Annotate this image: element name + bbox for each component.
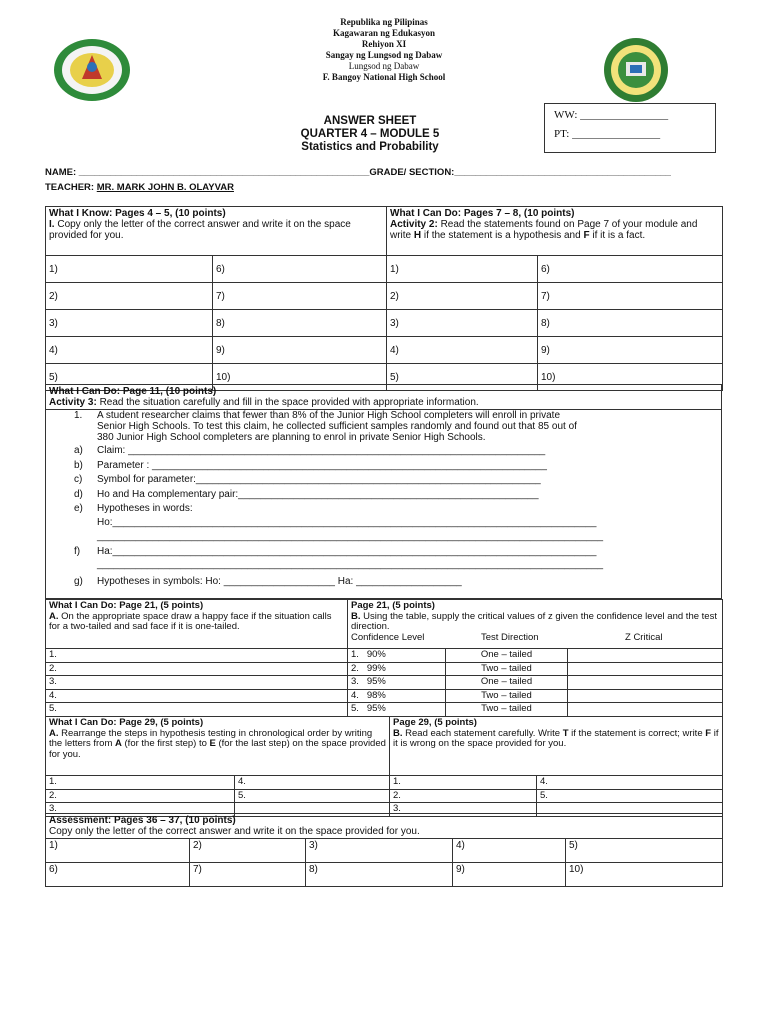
instruction-text: Using the table, supply the critical values of z given the confidence level and the test direction. (351, 610, 717, 632)
ha-words-field[interactable]: Ha:_______________________________________________________________________________________ (97, 546, 597, 557)
section-heading: What I Can Do: Page 21, (5 points) (49, 600, 204, 611)
instruction-text: Read the situation carefully and fill in the space provided with appropriate information. (96, 397, 479, 408)
section-heading: What I Can Do: Page 11, (10 points) (49, 386, 217, 397)
header-line: Rehiyon XI (361, 39, 407, 49)
answer-cell[interactable]: 10) (538, 364, 723, 391)
answer-cell[interactable]: 1. (46, 776, 235, 790)
section-assessment (45, 813, 723, 887)
z-critical-cell[interactable] (568, 689, 723, 703)
part-label: A. (49, 727, 59, 739)
part-label: Activity 2: (390, 219, 438, 230)
answer-cell[interactable]: 2) (190, 839, 306, 863)
section-page-29 (45, 716, 723, 817)
answer-cell[interactable]: 6) (538, 256, 723, 283)
confidence-level: 98% (366, 689, 386, 701)
letter-f: F (705, 727, 712, 739)
teacher-name: MR. MARK JOHN B. OLAYVAR (96, 182, 234, 193)
test-direction: Two – tailed (446, 662, 568, 676)
symbols-field[interactable]: Hypotheses in symbols: Ho: ____________________ Ha: ___________________ (97, 576, 462, 587)
confidence-level: 99% (366, 662, 386, 674)
answer-cell[interactable]: 6) (46, 863, 190, 887)
answer-cell[interactable]: 4. (537, 776, 723, 790)
face-cell[interactable]: 3. (46, 676, 348, 690)
part-label: B. (351, 610, 361, 622)
answer-cell[interactable]: 8) (306, 863, 453, 887)
answer-cell[interactable]: 7) (538, 283, 723, 310)
activity-3-question (46, 410, 722, 599)
pt-field[interactable]: PT: ________________ (554, 128, 661, 140)
instruction-text: Rearrange the steps in hypothesis testing in chronological order by writing the letters from (49, 727, 373, 749)
z-critical-cell[interactable] (568, 703, 723, 717)
header-line: Kagawaran ng Edukasyon (332, 28, 436, 38)
test-direction: One – tailed (446, 676, 568, 690)
item-key: g) (74, 576, 83, 587)
instruction-text: if it is a fact. (589, 230, 646, 241)
answer-cell[interactable]: 4) (387, 337, 538, 364)
answer-cell[interactable]: 9) (453, 863, 566, 887)
answer-cell[interactable]: 6) (213, 256, 387, 283)
activity-3-instructions (46, 385, 722, 410)
answer-cell[interactable]: 5. (235, 789, 390, 803)
title-line: QUARTER 4 – MODULE 5 (300, 128, 440, 140)
item-text: Hypotheses in words: (97, 503, 193, 514)
part-label: A. (49, 610, 59, 622)
answer-cell[interactable]: 3. (46, 803, 235, 817)
column-header: Test Direction (481, 631, 539, 643)
activity-2-instructions (387, 207, 723, 256)
answer-cell[interactable]: 3. (390, 803, 537, 817)
part-label: I. (49, 219, 55, 230)
face-cell[interactable]: 5. (46, 703, 348, 717)
answer-cell[interactable]: 5) (387, 364, 538, 391)
answer-cell[interactable]: 5. (537, 789, 723, 803)
school-seal-icon (596, 37, 676, 103)
answer-sheet-title (230, 115, 510, 154)
answer-cell[interactable]: 2) (387, 283, 538, 310)
answer-cell[interactable]: 3) (306, 839, 453, 863)
answer-cell[interactable]: 10) (213, 364, 387, 391)
answer-cell[interactable]: 3) (387, 310, 538, 337)
confidence-cell (348, 662, 446, 676)
instruction-text: (for the first step) to (121, 738, 210, 749)
instruction-text: if the statement is a hypothesis and (421, 230, 584, 241)
row-number: 4. (351, 689, 359, 701)
question-text: Senior High Schools. To test this claim, he collected sufficient samples randomly and found out that 85 out of (97, 421, 577, 432)
question-text: A student researcher claims that fewer than 8% of the Junior High School completers will enroll in private (97, 410, 561, 421)
answer-cell[interactable]: 4) (46, 337, 213, 364)
z-critical-cell[interactable] (568, 676, 723, 690)
question-text: 380 Junior High School completers are planning to enrol in private Senior High Schools. (97, 432, 486, 443)
teacher-label: TEACHER: (45, 182, 97, 193)
confidence-level: 95% (366, 703, 386, 714)
symbol-field[interactable]: Symbol for parameter:______________________________________________________________ (97, 474, 541, 485)
answer-cell[interactable]: 5) (46, 364, 213, 391)
parameter-field[interactable]: Parameter : _______________________________________________________________________ (97, 460, 547, 471)
answer-cell[interactable]: 1) (46, 256, 213, 283)
confidence-level: 90% (366, 649, 386, 660)
instruction-text: Copy only the letter of the correct answer and write it on the space provided for you. (49, 219, 351, 241)
instruction-text: if it is wrong on the space provided for you. (393, 727, 719, 749)
page-21-a-instructions (46, 600, 348, 649)
face-cell[interactable]: 4. (46, 689, 348, 703)
test-direction: One – tailed (446, 649, 568, 663)
item-key: d) (74, 489, 83, 500)
face-cell[interactable]: 1. (46, 649, 348, 663)
what-i-know-instructions (46, 207, 387, 256)
part-label: Activity 3: (49, 397, 97, 408)
row-number: 2. (351, 662, 359, 674)
letter-e: E (209, 738, 216, 749)
answer-cell[interactable]: 1. (390, 776, 537, 790)
test-direction: Two – tailed (446, 703, 568, 717)
answer-cell[interactable]: 3) (46, 310, 213, 337)
answer-cell[interactable]: 8) (213, 310, 387, 337)
claim-field[interactable]: Claim: ___________________________________________________________________________ (97, 445, 546, 456)
instruction-text: On the appropriate space draw a happy face if the situation calls for a two-tailed and sad face if it is one-tailed. (49, 610, 332, 632)
confidence-cell (348, 649, 446, 663)
instruction-text: if the statement is correct; write (568, 727, 706, 739)
answer-cell[interactable]: 5) (566, 839, 723, 863)
row-number: 1. (351, 649, 359, 660)
answer-cell[interactable]: 1) (46, 839, 190, 863)
section-page-21 (45, 599, 723, 717)
item-key: a) (74, 445, 83, 456)
teacher-line (45, 182, 234, 193)
answer-cell[interactable]: 7) (213, 283, 387, 310)
answer-cell[interactable]: 7) (190, 863, 306, 887)
column-header: Z Critical (625, 631, 663, 643)
page-29-a-instructions (46, 717, 390, 776)
answer-cell[interactable]: 4) (453, 839, 566, 863)
section-heading: What I Know: Pages 4 – 5, (10 points) (49, 208, 226, 219)
row-number: 3. (351, 676, 359, 687)
answer-cell[interactable]: 10) (566, 863, 723, 887)
section-what-i-know (45, 206, 723, 391)
title-line: ANSWER SHEET (323, 115, 417, 127)
blank-line[interactable]: ___________________________________________________________________________________________ (97, 559, 604, 570)
item-key: f) (74, 546, 81, 557)
column-header: Confidence Level (351, 631, 425, 643)
answer-cell[interactable]: 4. (235, 776, 390, 790)
answer-cell[interactable]: 9) (213, 337, 387, 364)
answer-cell[interactable]: 2. (46, 789, 235, 803)
confidence-cell (348, 676, 446, 690)
name-grade-line[interactable]: NAME: _______________________________________________________GRADE/ SECTION:_________________________________________ (45, 167, 671, 178)
part-label: B. (393, 727, 403, 739)
confidence-cell (348, 689, 446, 703)
title-line: Statistics and Probability (301, 141, 439, 153)
item-key: b) (74, 460, 83, 471)
confidence-cell (348, 703, 446, 717)
header-line: Sangay ng Lungsod ng Dabaw (325, 50, 443, 60)
ho-words-field[interactable]: Ho:_______________________________________________________________________________________ (97, 517, 597, 528)
section-heading: What I Can Do: Pages 7 – 8, (10 points) (390, 208, 575, 219)
page-29-b-instructions (390, 717, 723, 776)
answer-cell[interactable]: 8) (538, 310, 723, 337)
face-cell[interactable]: 2. (46, 662, 348, 676)
answer-cell[interactable]: 9) (538, 337, 723, 364)
ww-field[interactable]: WW: ________________ (554, 109, 669, 121)
section-heading: What I Can Do: Page 29, (5 points) (49, 717, 204, 728)
item-key: e) (74, 503, 83, 514)
division-seal-icon (52, 37, 132, 103)
score-box (544, 103, 716, 153)
instruction-text: Copy only the letter of the correct answer and write it on the space provided for you. (49, 826, 420, 837)
answer-cell[interactable]: 1) (387, 256, 538, 283)
header-line: Lungsod ng Dabaw (348, 61, 420, 71)
letter-h: H (413, 230, 422, 241)
section-heading: Assessment: Pages 36 – 37, (10 points) (49, 815, 236, 826)
answer-cell[interactable]: 2) (46, 283, 213, 310)
header-line: F. Bangoy National High School (322, 72, 446, 82)
section-heading: Page 29, (5 points) (393, 717, 477, 728)
letter-f: F (583, 230, 590, 241)
z-critical-cell[interactable] (568, 662, 723, 676)
test-direction: Two – tailed (446, 689, 568, 703)
section-activity-3 (45, 384, 722, 599)
item-key: c) (74, 474, 83, 485)
instruction-text: Read the statements found on Page 7 of your module and write (390, 219, 698, 241)
z-critical-cell[interactable] (568, 649, 723, 663)
letter-t: T (562, 727, 569, 739)
section-heading: Page 21, (5 points) (351, 600, 435, 611)
letter-a: A (115, 738, 122, 749)
question-number: 1. (74, 410, 83, 421)
row-number: 5. (351, 703, 359, 714)
page-21-b-instructions (348, 600, 723, 649)
answer-cell[interactable]: 2. (390, 789, 537, 803)
header-line: Republika ng Pilipinas (340, 17, 428, 27)
instruction-text: Read each statement carefully. Write (402, 727, 563, 739)
assessment-instructions (46, 814, 723, 839)
blank-line[interactable]: ___________________________________________________________________________________________ (97, 531, 604, 542)
confidence-level: 95% (366, 676, 386, 687)
instruction-text: (for the last step) on the space provided for you. (49, 738, 386, 760)
pair-field[interactable]: Ho and Ha complementary pair:______________________________________________________ (97, 489, 539, 500)
